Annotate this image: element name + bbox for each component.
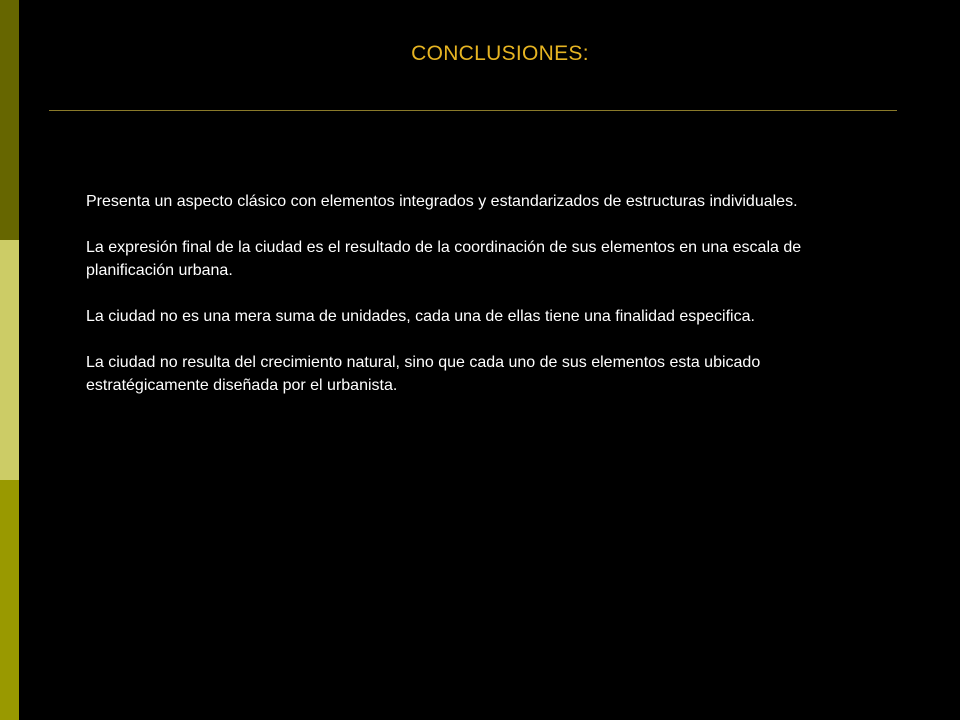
side-strip-top bbox=[0, 0, 19, 240]
paragraph-3: La ciudad no es una mera suma de unidades, cada una de ellas tiene una finalidad especifica. bbox=[86, 308, 755, 325]
title-divider bbox=[49, 110, 897, 111]
paragraph-1: Presenta un aspecto clásico con elementos integrados y estandarizados de estructuras individuales. bbox=[86, 193, 798, 210]
side-strip-bottom bbox=[0, 480, 19, 720]
paragraph-2: La expresión final de la ciudad es el resultado de la coordinación de sus elementos en una escala de planificación urbana. bbox=[86, 239, 802, 279]
side-strip-middle bbox=[0, 240, 19, 480]
slide-title: CONCLUSIONES: bbox=[411, 42, 589, 65]
slide-body bbox=[86, 190, 886, 420]
paragraph-4: La ciudad no resulta del crecimiento natural, sino que cada uno de sus elementos esta ubicado estratégicamente diseñada por el urbanista. bbox=[86, 354, 761, 394]
